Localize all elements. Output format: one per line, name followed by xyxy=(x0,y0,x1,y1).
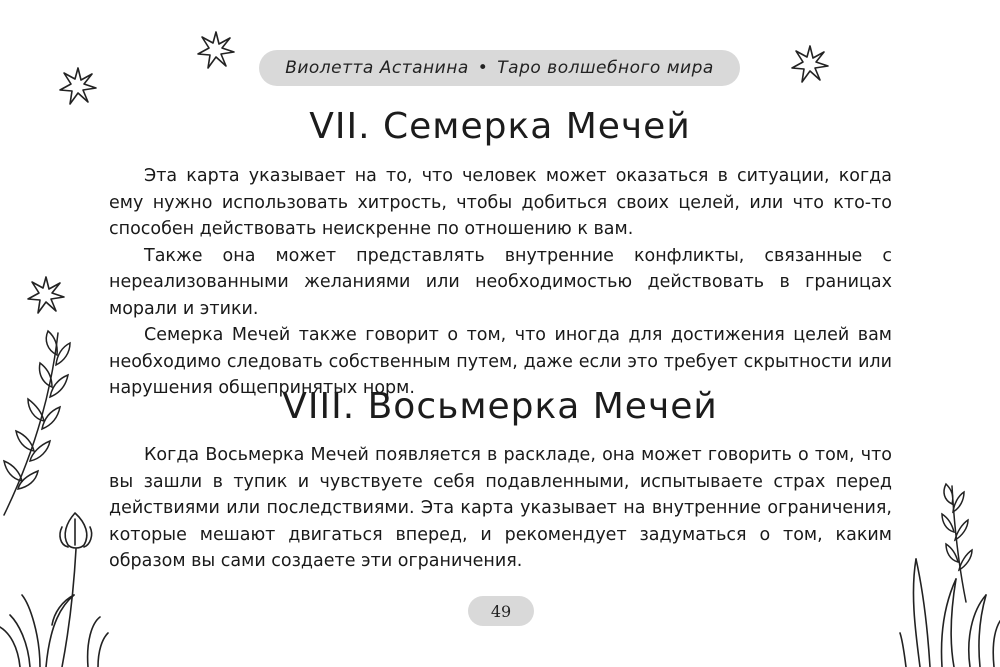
star-icon xyxy=(58,66,98,106)
section-title-eight-of-swords: VIII. Восьмерка Мечей xyxy=(282,386,718,427)
star-icon xyxy=(790,44,830,84)
running-header xyxy=(259,50,740,86)
paragraph: Когда Восьмерка Мечей появляется в раскладе, она может говорить о том, что вы зашли в тупик и чувствуете себя подавленными, испытываете страх перед действиями или последствиями. Эта карта указывает на внутренние ограничения, которые мешают двигаться вперед, и рекомендует задуматься о том, каким образом вы сами создаете эти ограничения. xyxy=(109,445,892,571)
header-author: Виолетта Астанина xyxy=(285,58,469,78)
section-title-seven-of-swords: VII. Семерка Мечей xyxy=(309,106,691,147)
star-icon xyxy=(26,275,66,315)
paragraph: Также она может представлять внутренние конфликты, связанные с нереализованными желаниями или необходимостью действовать в границах морали и этики. xyxy=(109,245,892,319)
grass-icon xyxy=(900,555,1000,667)
header-book-title: Таро волшебного мира xyxy=(497,58,714,78)
paragraph: Семерка Мечей также говорит о том, что иногда для достижения целей вам необходимо следовать собственным путем, даже если это требует скрытности или нарушения общепринятых норм. xyxy=(109,325,892,398)
leafy-branch-icon xyxy=(0,325,80,525)
star-icon xyxy=(196,30,236,70)
section-body-eight-of-swords xyxy=(109,442,892,575)
page-number: 49 xyxy=(468,596,534,626)
section-body-seven-of-swords xyxy=(109,163,892,402)
tulip-icon xyxy=(0,505,110,667)
header-separator: • xyxy=(477,58,489,78)
paragraph: Эта карта указывает на то, что человек может оказаться в ситуации, когда ему нужно использовать хитрость, чтобы добиться своих целей, или что кто-то способен действовать неискренне по отношению к вам. xyxy=(109,166,892,239)
